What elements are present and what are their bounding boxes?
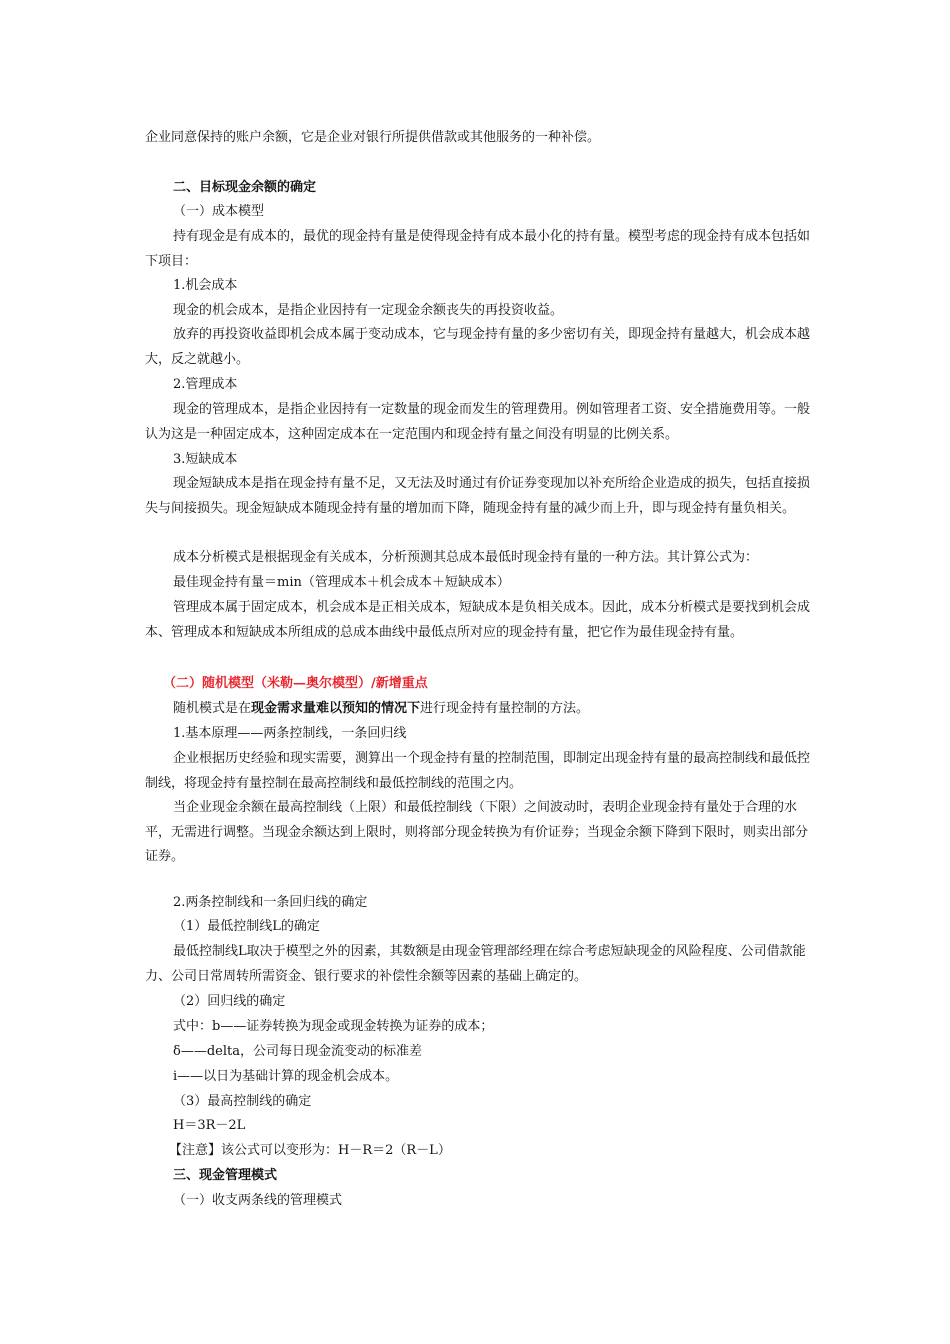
- paragraph: 现金的管理成本，是指企业因持有一定数量的现金而发生的管理费用。例如管理者工资、安全措施费用等。一般认为这是一种固定成本，这种固定成本在一定范围内和现金持有量之间没有明显的比例关系。: [145, 402, 811, 442]
- definition: i——以日为基础计算的现金机会成本。: [173, 1069, 399, 1084]
- list-item: （2）回归线的确定: [173, 994, 286, 1009]
- text-run: 随机模式是在: [173, 701, 252, 716]
- paragraph: 管理成本属于固定成本，机会成本是正相关成本，短缺成本是负相关成本。因此，成本分析模式是要找到机会成本、管理成本和短缺成本所组成的总成本曲线中最低点所对应的现金持有量，把它作为最佳现金持有量。: [145, 600, 811, 640]
- list-item: （3）最高控制线的确定: [173, 1094, 312, 1109]
- paragraph: [173, 697, 838, 722]
- text-run: 进行现金持有量控制的方法。: [420, 701, 590, 716]
- list-item: 1.基本原理——两条控制线，一条回归线: [173, 726, 407, 741]
- paragraph: 当企业现金余额在最高控制线（上限）和最低控制线（下限）之间波动时，表明企业现金持有量处于合理的水平，无需进行调整。当现金余额达到上限时，则将部分现金转换为有价证券；当现金余额下降到下限时，则卖出部分证券。: [145, 800, 809, 864]
- section-heading: 三、现金管理模式: [173, 1168, 278, 1183]
- paragraph: 放弃的再投资收益即机会成本属于变动成本，它与现金持有量的多少密切有关，即现金持有量越大，机会成本越大，反之就越小。: [145, 327, 811, 367]
- paragraph: 企业根据历史经验和现实需要，测算出一个现金持有量的控制范围，即制定出现金持有量的最高控制线和最低控制线，将现金持有量控制在最高控制线和最低控制线的范围之内。: [145, 751, 811, 791]
- subsection-heading-highlight: （二）随机模型（米勒—奥尔模型）/新增重点: [163, 676, 428, 691]
- emphasis-text: 现金需求量难以预知的情况下: [251, 701, 421, 716]
- formula: H＝3R－2L: [173, 1118, 246, 1133]
- note: 【注意】该公式可以变形为：H－R＝2（R－L）: [169, 1143, 451, 1158]
- definition: δ——delta，公司每日现金流变动的标准差: [173, 1044, 422, 1059]
- paragraph: 现金的机会成本，是指企业因持有一定现金余额丧失的再投资收益。: [173, 303, 564, 318]
- paragraph: 最低控制线L取决于模型之外的因素，其数额是由现金管理部经理在综合考虑短缺现金的风险程度、公司借款能力、公司日常周转所需资金、银行要求的补偿性余额等因素的基础上确定的。: [145, 944, 806, 984]
- paragraph: 持有现金是有成本的，最优的现金持有量是使得现金持有成本最小化的持有量。模型考虑的现金持有成本包括如下项目：: [145, 229, 811, 269]
- subsection-heading: （一）成本模型: [173, 204, 265, 219]
- list-item: 2.两条控制线和一条回归线的确定: [173, 895, 368, 910]
- list-item: 1.机会成本: [173, 278, 238, 293]
- paragraph: 现金短缺成本是指在现金持有量不足，又无法及时通过有价证券变现加以补充所给企业造成的损失，包括直接损失与间接损失。现金短缺成本随现金持有量的增加而下降，随现金持有量的减少而上升，即与现金持有量负相关。: [145, 476, 811, 516]
- subsection-heading: （一）收支两条线的管理模式: [173, 1193, 343, 1208]
- paragraph: 企业同意保持的账户余额，它是企业对银行所提供借款或其他服务的一种补偿。: [145, 130, 601, 145]
- definition: 式中：b——证券转换为现金或现金转换为证券的成本；: [173, 1019, 494, 1034]
- formula: 最佳现金持有量＝min（管理成本＋机会成本＋短缺成本）: [173, 575, 510, 590]
- paragraph: 成本分析模式是根据现金有关成本，分析预测其总成本最低时现金持有量的一种方法。其计算公式为：: [173, 550, 759, 565]
- list-item: 2.管理成本: [173, 377, 238, 392]
- section-heading: 二、目标现金余额的确定: [173, 180, 317, 195]
- list-item: （1）最低控制线L的确定: [173, 919, 320, 934]
- list-item: 3.短缺成本: [173, 452, 238, 467]
